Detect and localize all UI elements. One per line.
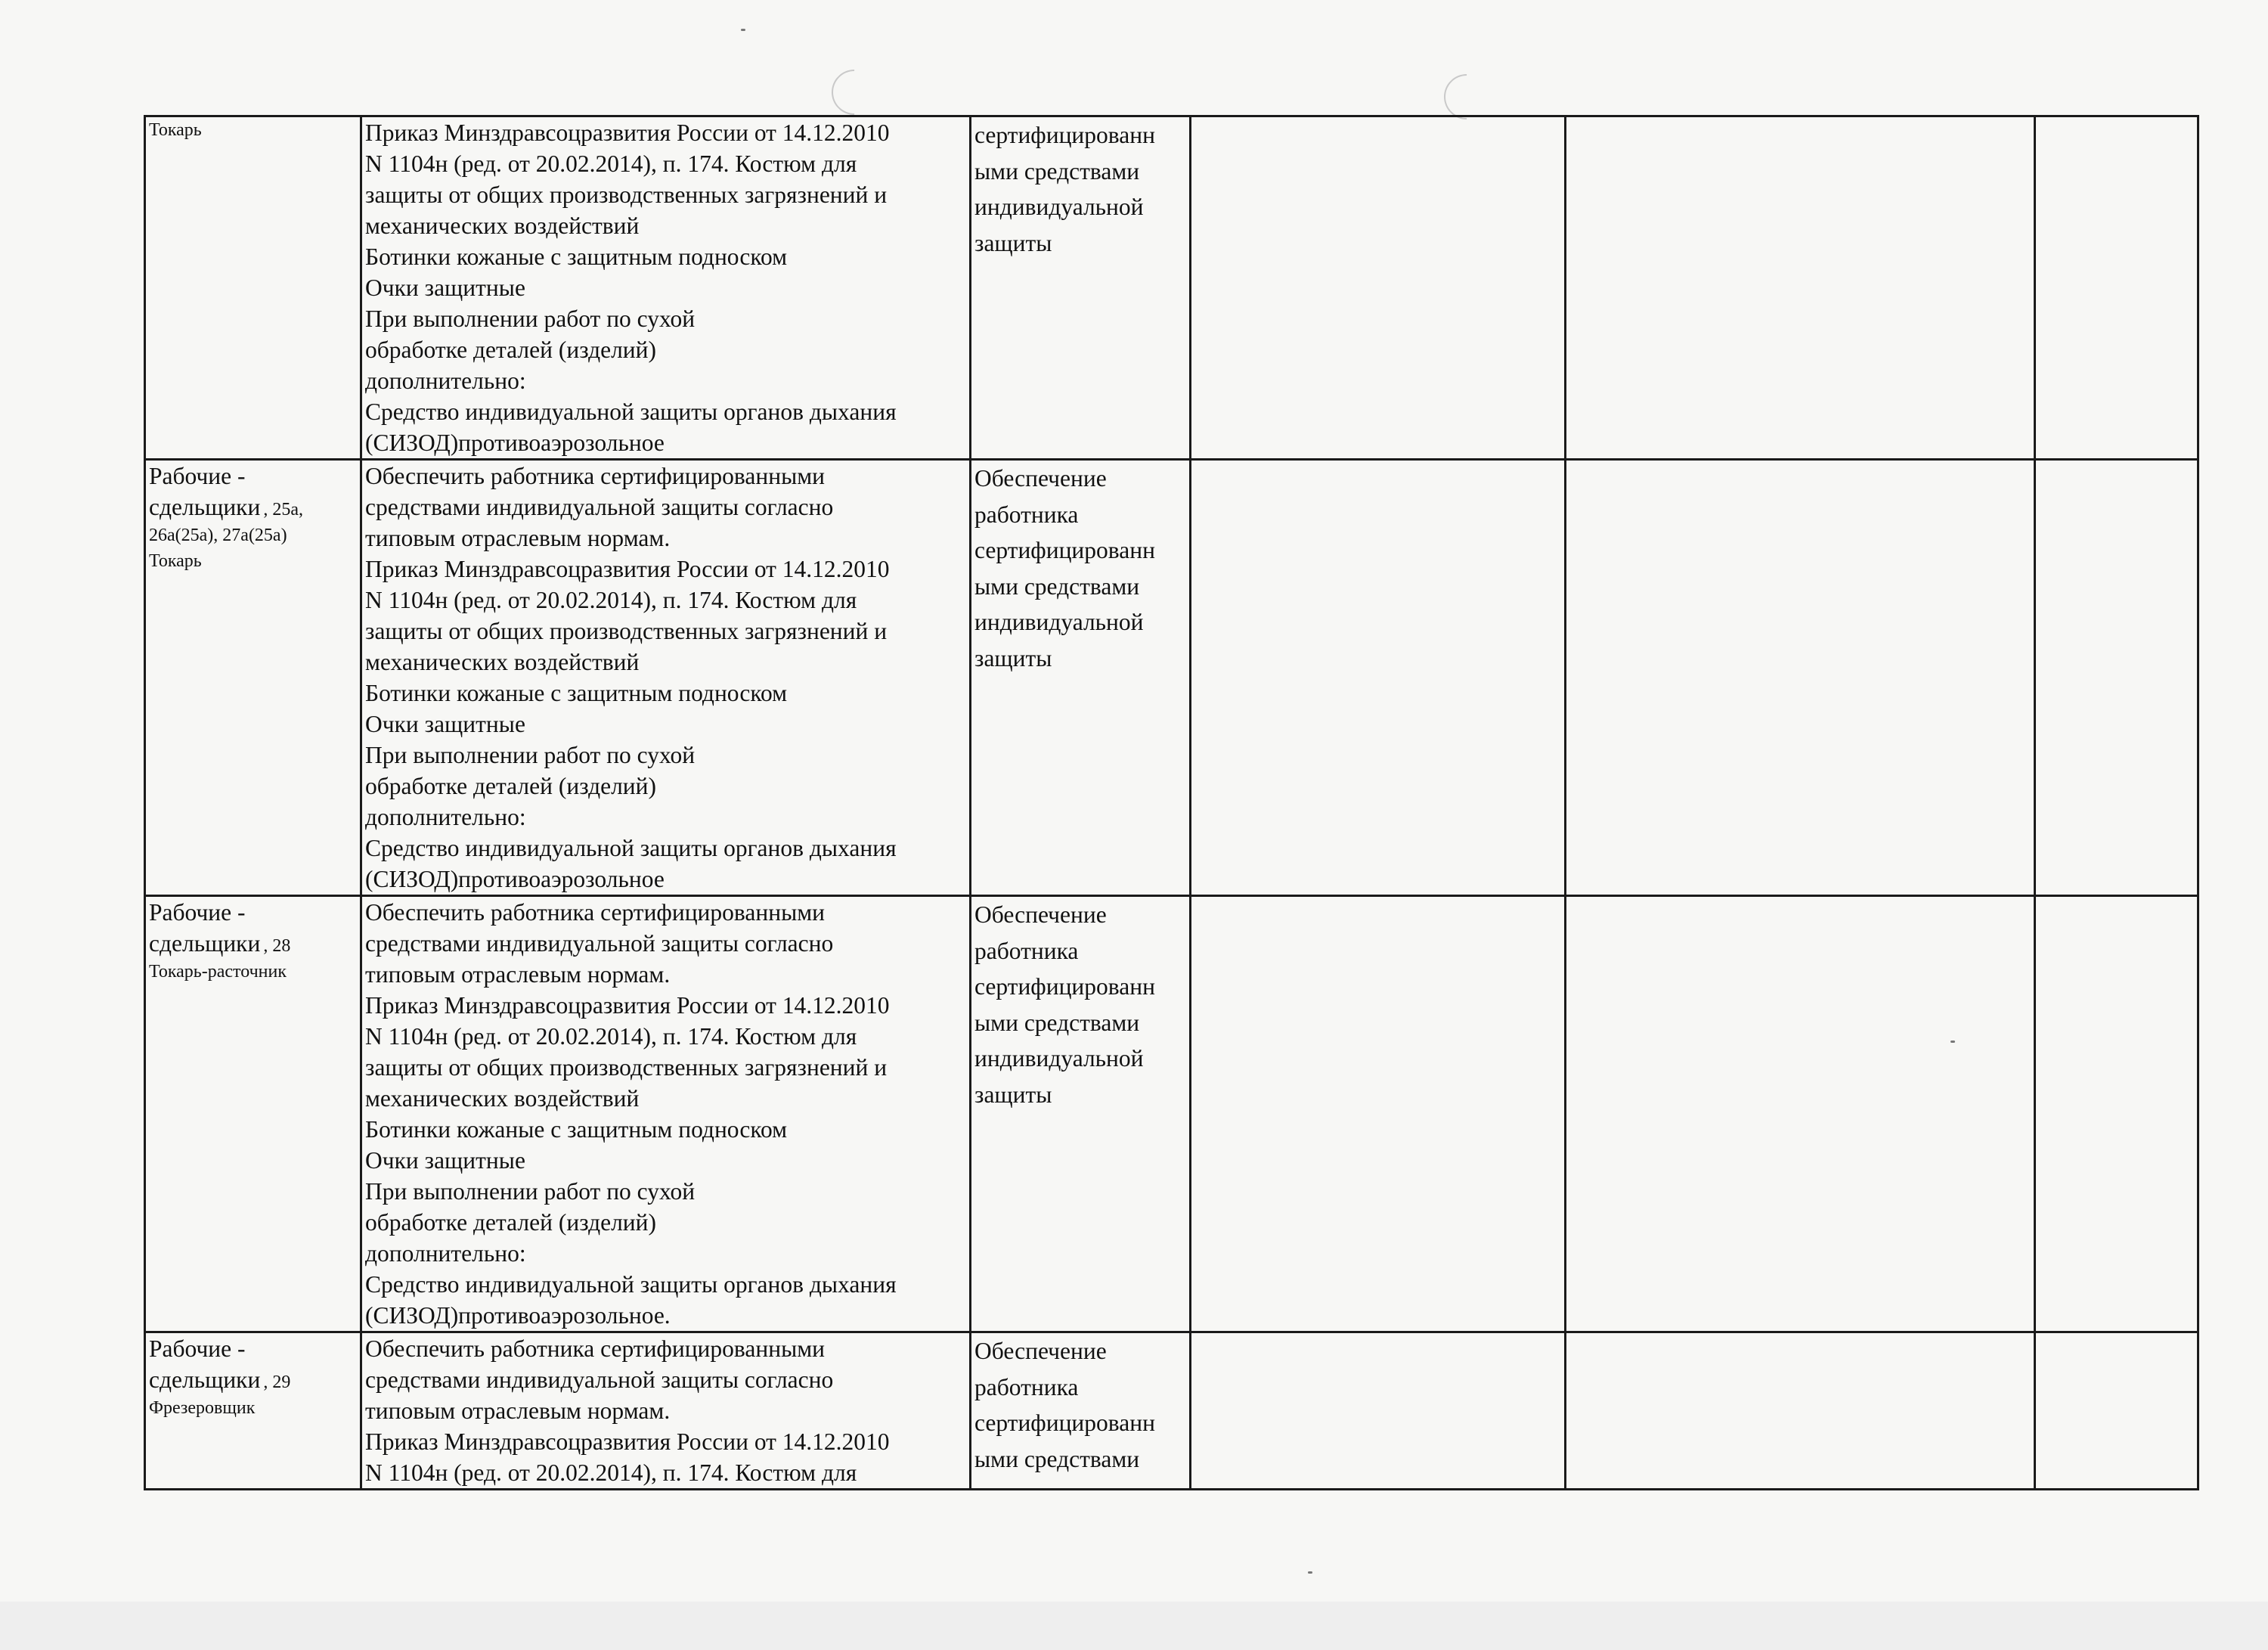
measure-line: Ботинки кожаные с защитным подноском	[365, 1116, 788, 1143]
measure-line: типовым отраслевым нормам.	[365, 525, 671, 551]
measure-line: средствами индивидуальной защиты согласно	[365, 1366, 834, 1393]
measures-cell	[361, 896, 971, 1332]
measure-line: Приказ Минздравсоцразвития России от 14.12.2010	[365, 992, 890, 1019]
worker-name: Токарь	[149, 120, 202, 140]
measure-line: Очки защитные	[365, 711, 525, 737]
worker-category: Рабочие -	[149, 899, 246, 926]
goal-line: сертифицированн	[974, 1410, 1155, 1436]
worker-subcategory: сдельщики	[149, 1366, 261, 1393]
scan-speck	[1308, 1571, 1312, 1574]
measure-line: (СИЗОД)противоаэрозольное	[365, 866, 665, 892]
measures-cell	[361, 460, 971, 896]
measure-line: обработке деталей (изделий)	[365, 1209, 657, 1236]
goal-line: сертифицированн	[974, 973, 1155, 1000]
worker-number: , 28	[263, 936, 291, 956]
goal-line: ыми средствами	[974, 1009, 1140, 1036]
measures-table	[144, 115, 2199, 1490]
empty-cell	[1566, 116, 2035, 460]
measure-line: Очки защитные	[365, 274, 525, 301]
empty-cell	[1191, 116, 1566, 460]
worker-category: Рабочие -	[149, 1335, 246, 1362]
measure-line: дополнительно:	[365, 1240, 526, 1267]
worker-number: 26а(25а), 27а(25а)	[149, 526, 287, 545]
worker-cell	[145, 116, 361, 460]
measure-line: Очки защитные	[365, 1147, 525, 1174]
measure-line: (СИЗОД)противоаэрозольное	[365, 430, 665, 456]
worker-name: Фрезеровщик	[149, 1398, 256, 1418]
worker-name: Токарь-расточник	[149, 962, 287, 982]
worker-subcategory: сдельщики	[149, 930, 261, 957]
measure-line: средствами индивидуальной защиты согласно	[365, 930, 834, 957]
measure-line: Обеспечить работника сертифицированными	[365, 899, 826, 926]
goal-line: работника	[974, 937, 1079, 964]
measure-line: При выполнении работ по сухой	[365, 1178, 696, 1205]
measure-line: механических воздействий	[365, 1085, 640, 1112]
empty-cell	[1566, 1332, 2035, 1490]
scan-speck	[741, 29, 745, 31]
scan-bottom-edge	[0, 1602, 2268, 1650]
worker-cell	[145, 896, 361, 1332]
measure-line: Средство индивидуальной защиты органов дыхания	[365, 1271, 897, 1298]
worker-category: Рабочие -	[149, 463, 246, 489]
measure-line: типовым отраслевым нормам.	[365, 1397, 671, 1424]
measure-line: дополнительно:	[365, 368, 526, 394]
measure-line: N 1104н (ред. от 20.02.2014), п. 174. Костюм для	[365, 1459, 857, 1486]
measure-line: (СИЗОД)противоаэрозольное.	[365, 1302, 671, 1329]
measure-line: обработке деталей (изделий)	[365, 337, 657, 363]
measure-line: Ботинки кожаные с защитным подноском	[365, 243, 788, 270]
goal-line: Обеспечение	[974, 901, 1107, 928]
goal-cell	[971, 116, 1191, 460]
empty-cell	[1191, 1332, 1566, 1490]
empty-cell	[2035, 896, 2198, 1332]
measure-line: N 1104н (ред. от 20.02.2014), п. 174. Костюм для	[365, 150, 857, 177]
measure-line: защиты от общих производственных загрязнений и	[365, 181, 888, 208]
worker-number: , 25а,	[263, 500, 304, 520]
empty-cell	[1191, 896, 1566, 1332]
measures-cell	[361, 1332, 971, 1490]
empty-cell	[1566, 460, 2035, 896]
empty-cell	[2035, 116, 2198, 460]
measure-line: защиты от общих производственных загрязнений и	[365, 618, 888, 644]
measure-line: Средство индивидуальной защиты органов дыхания	[365, 399, 897, 425]
measure-line: Обеспечить работника сертифицированными	[365, 463, 826, 489]
goal-cell	[971, 896, 1191, 1332]
empty-cell	[2035, 460, 2198, 896]
table-row	[145, 116, 2198, 460]
measure-line: Средство индивидуальной защиты органов дыхания	[365, 835, 897, 861]
goal-cell	[971, 460, 1191, 896]
goal-line: ыми средствами	[974, 157, 1140, 185]
worker-name: Токарь	[149, 551, 202, 571]
goal-line: ыми средствами	[974, 572, 1140, 600]
measure-line: Приказ Минздравсоцразвития России от 14.12.2010	[365, 1428, 890, 1455]
goal-line: индивидуальной	[974, 1045, 1144, 1072]
worker-cell	[145, 460, 361, 896]
measure-line: механических воздействий	[365, 649, 640, 675]
measure-line: При выполнении работ по сухой	[365, 742, 696, 768]
worker-subcategory: сдельщики	[149, 494, 261, 520]
measure-line: средствами индивидуальной защиты согласно	[365, 494, 834, 520]
table-row	[145, 460, 2198, 896]
goal-line: индивидуальной	[974, 609, 1144, 635]
goal-line: работника	[974, 1373, 1079, 1400]
goal-line: защиты	[974, 1081, 1052, 1108]
measure-line: При выполнении работ по сухой	[365, 305, 696, 332]
goal-line: Обеспечение	[974, 465, 1107, 492]
goal-line: Обеспечение	[974, 1338, 1107, 1364]
measure-line: защиты от общих производственных загрязнений и	[365, 1054, 888, 1081]
measure-line: дополнительно:	[365, 804, 526, 830]
measure-line: Обеспечить работника сертифицированными	[365, 1335, 826, 1362]
worker-number: , 29	[263, 1372, 291, 1392]
measure-line: обработке деталей (изделий)	[365, 773, 657, 799]
goal-line: индивидуальной	[974, 194, 1144, 220]
goal-line: сертифицированн	[974, 122, 1155, 148]
table-row	[145, 896, 2198, 1332]
measure-line: N 1104н (ред. от 20.02.2014), п. 174. Костюм для	[365, 1023, 857, 1050]
measure-line: Приказ Минздравсоцразвития России от 14.12.2010	[365, 119, 890, 146]
measure-line: N 1104н (ред. от 20.02.2014), п. 174. Костюм для	[365, 587, 857, 613]
goal-cell	[971, 1332, 1191, 1490]
goal-line: защиты	[974, 229, 1052, 256]
empty-cell	[2035, 1332, 2198, 1490]
goal-line: ыми средствами	[974, 1445, 1140, 1472]
measure-line: Приказ Минздравсоцразвития России от 14.12.2010	[365, 556, 890, 582]
measure-line: Ботинки кожаные с защитным подноском	[365, 680, 788, 706]
empty-cell	[1191, 460, 1566, 896]
measures-cell	[361, 116, 971, 460]
goal-line: работника	[974, 501, 1079, 528]
measure-line: механических воздействий	[365, 212, 640, 239]
goal-line: защиты	[974, 644, 1052, 671]
empty-cell	[1566, 896, 2035, 1332]
measure-line: типовым отраслевым нормам.	[365, 961, 671, 988]
goal-line: сертифицированн	[974, 537, 1155, 563]
table-row	[145, 1332, 2198, 1490]
worker-cell	[145, 1332, 361, 1490]
